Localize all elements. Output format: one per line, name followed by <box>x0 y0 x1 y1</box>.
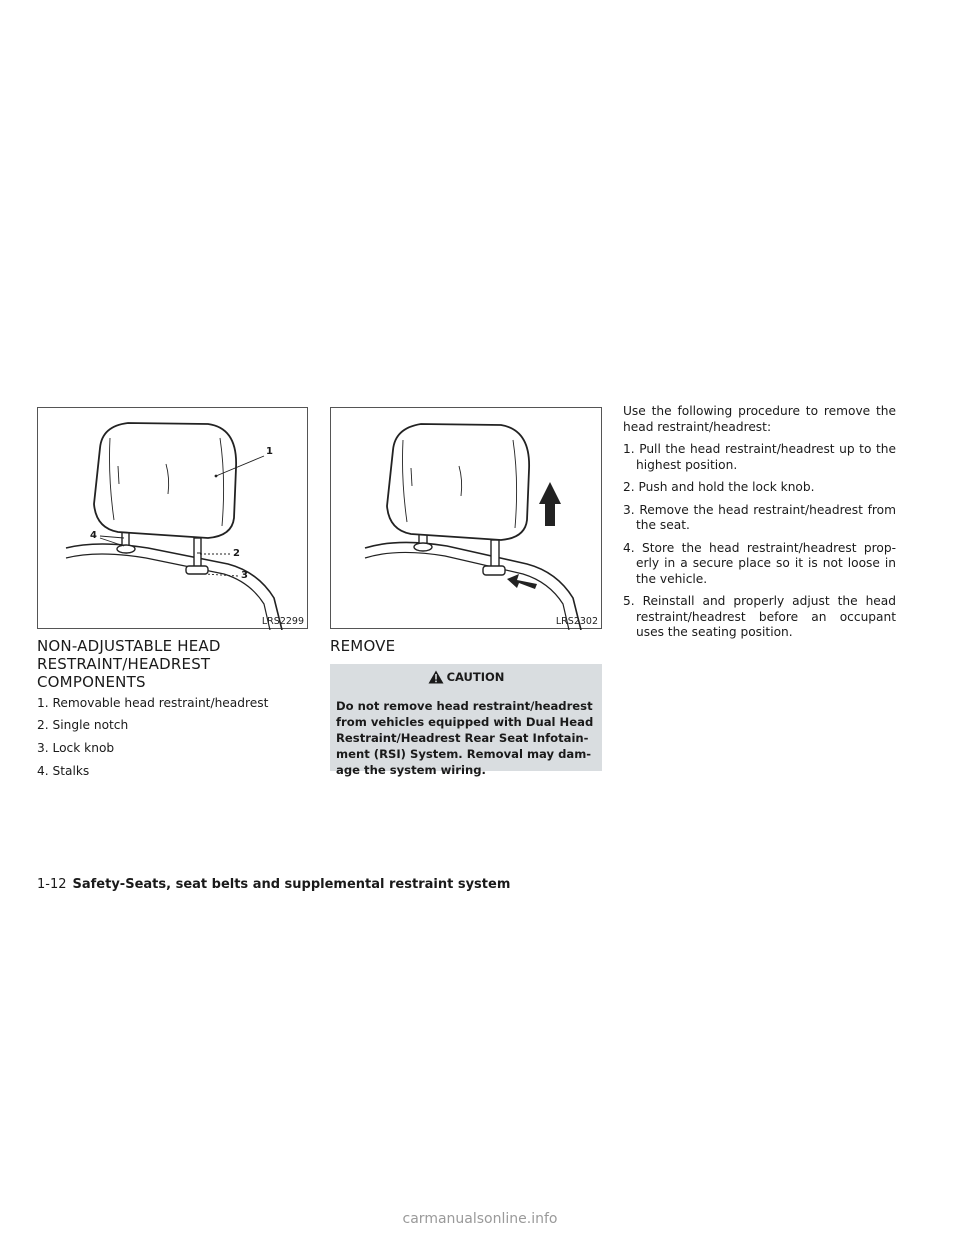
figure-code: LRS2302 <box>555 616 598 627</box>
list-item: 2. Single notch <box>37 718 129 732</box>
section-heading-components <box>37 637 221 691</box>
procedure-step: 5. Reinstall and properly adjust the head restraint/headrest before an occupant uses the seating position. <box>623 594 896 639</box>
headrest-remove-illustration <box>331 408 603 630</box>
caution-header <box>330 670 602 684</box>
callout-4: 4 <box>90 530 97 541</box>
watermark: carmanualsonline.info <box>402 1211 558 1227</box>
headrest-components-illustration <box>38 408 309 630</box>
callout-1: 1 <box>266 446 273 457</box>
chapter-title: Safety-Seats, seat belts and supplemental restraint system <box>72 877 511 892</box>
caution-box <box>330 664 602 777</box>
page-number: 1-12 <box>37 877 67 892</box>
figure-headrest-remove <box>330 407 602 629</box>
procedure-column <box>623 404 896 648</box>
heading-line: COMPONENTS <box>37 673 146 691</box>
section-heading-remove: REMOVE <box>330 637 396 655</box>
callout-3: 3 <box>241 570 248 581</box>
procedure-step: 4. Store the head restraint/headrest prop- erly in a secure place so it is not loose in the vehicle. <box>623 540 896 586</box>
caution-text: Do not remove head restraint/headrest from vehicles equipped with Dual Head Restraint/Headrest Rear Seat Infotain- ment (RSI) System. Removal may dam- age the system wiring. <box>336 699 594 777</box>
heading-line: RESTRAINT/HEADREST <box>37 655 211 673</box>
callout-2: 2 <box>233 548 240 559</box>
figure-code: LRS2299 <box>261 616 304 627</box>
list-item: 1. Removable head restraint/headrest <box>37 696 269 710</box>
list-item: 4. Stalks <box>37 764 90 778</box>
list-item: 3. Lock knob <box>37 741 115 755</box>
procedure-intro: Use the following procedure to remove the head restraint/headrest: <box>623 404 896 434</box>
page-footer <box>37 877 510 892</box>
warning-icon <box>428 670 444 684</box>
procedure-step: 3. Remove the head restraint/headrest from the seat. <box>623 502 896 532</box>
heading-line: NON-ADJUSTABLE HEAD <box>37 637 221 655</box>
procedure-step: 1. Pull the head restraint/headrest up to the highest position. <box>623 442 896 472</box>
figure-headrest-components <box>37 407 308 629</box>
procedure-step: 2. Push and hold the lock knob. <box>623 480 815 494</box>
caution-label: CAUTION <box>446 670 505 684</box>
